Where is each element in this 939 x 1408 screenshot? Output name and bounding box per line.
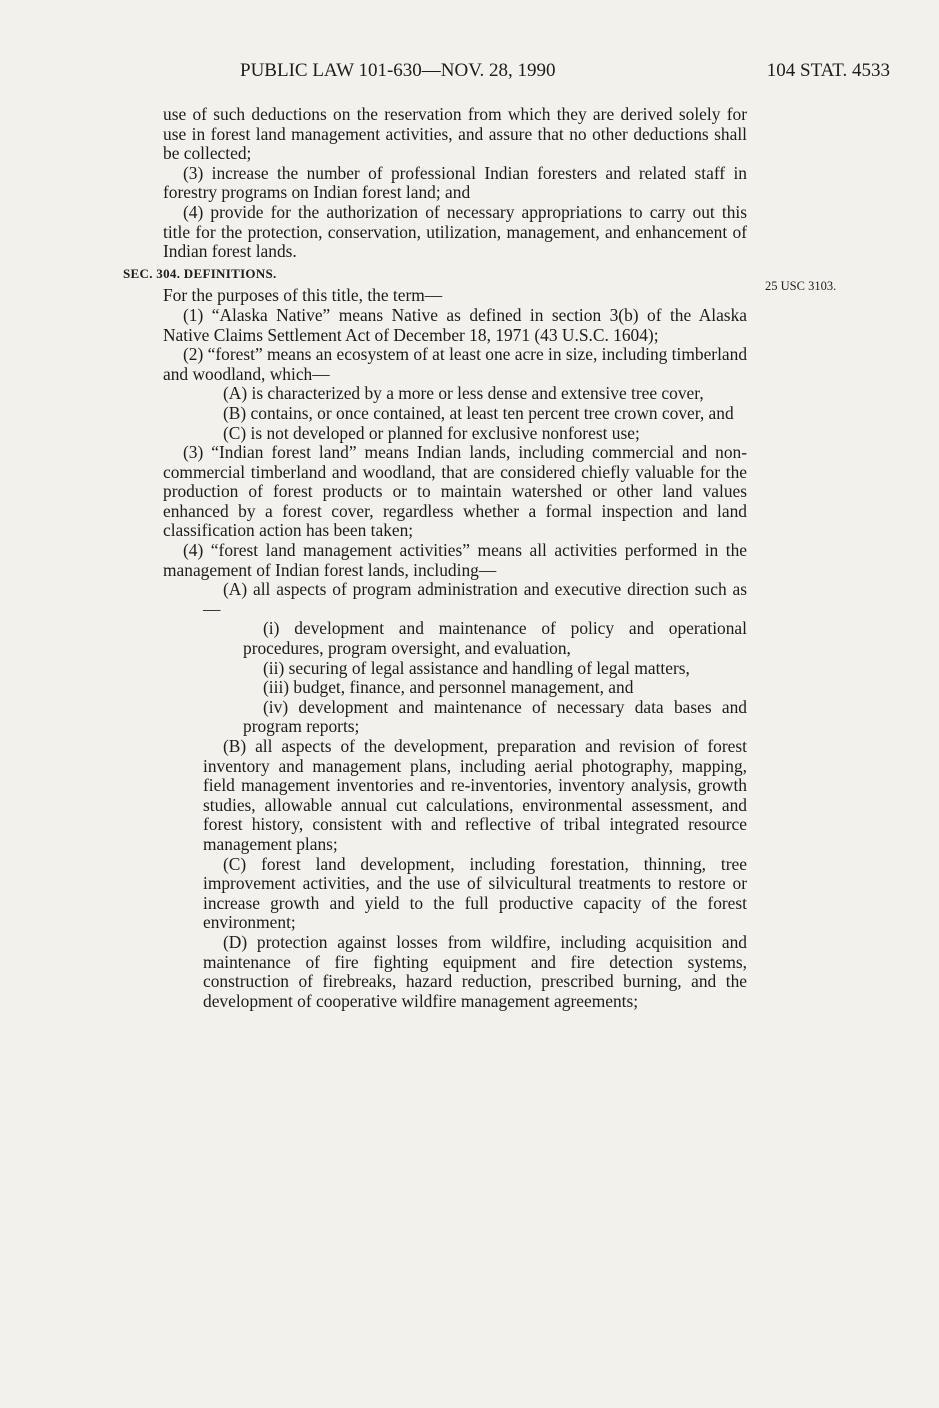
list-item: (A) all aspects of program administration and executive direction such as—: [203, 579, 747, 619]
list-item: (B) contains, or once contained, at least ten percent tree crown cover, and: [223, 402, 734, 423]
paragraph: (3) increase the number of professional Indian foresters and related staff in forestry programs on Indian forest land; and: [163, 162, 747, 203]
running-title: PUBLIC LAW 101-630—NOV. 28, 1990: [240, 60, 556, 81]
statute-page-number: 104 STAT. 4533: [766, 60, 890, 81]
definition-item: (4) “forest land management activities” means all activities performed in the management of Indian forest lands, including—: [163, 540, 747, 580]
document-body: [123, 104, 748, 1011]
paragraph: (4) provide for the authorization of necessary appropriations to carry out this title for the protection, conservation, utilization, management, and enhancement of Indian forest lands.: [163, 201, 747, 262]
list-item: (D) protection against losses from wildfire, including acquisition and maintenance of fire fighting equipment and fire detection systems, construction of firebreaks, hazard reduction, prescribed burning, and the development of cooperative wildfire management agreements;: [203, 931, 747, 1011]
section-heading: SEC. 304. DEFINITIONS.: [123, 265, 277, 281]
definition-item: (3) “Indian forest land” means Indian lands, including commercial and non-commercial timberland and woodland, that are considered chiefly valuable for the production of forest products or to maintain watershed or other land values enhanced by a forest cover, regardless whether a formal inspection and land classification action has been taken;: [163, 442, 747, 541]
list-item: (iii) budget, finance, and personnel management, and: [263, 677, 634, 698]
list-item: (iv) development and maintenance of necessary data bases and program reports;: [243, 696, 747, 737]
list-item: (A) is characterized by a more or less dense and extensive tree cover,: [223, 383, 704, 404]
subitem-list: [163, 580, 747, 619]
subitem-list: [163, 737, 747, 1011]
list-item: (C) forest land development, including forestation, thinning, tree improvement activities, and the use of silvicultural treatments to restore or increase growth and yield to the full productive capacity of the forest environment;: [203, 853, 747, 933]
page-header: [240, 60, 890, 88]
definition-item: (1) “Alaska Native” means Native as defined in section 3(b) of the Alaska Native Claims Settlement Act of December 18, 1971 (43 U.S.C. 1604);: [163, 304, 747, 345]
subitem-list: [163, 384, 747, 443]
margin-citation: 25 USC 3103.: [765, 279, 837, 293]
definition-item: (2) “forest” means an ecosystem of at least one acre in size, including timberland and woodland, which—: [163, 344, 748, 384]
paragraph: For the purposes of this title, the term—: [163, 285, 443, 306]
list-item: (C) is not developed or planned for exclusive nonforest use;: [223, 422, 640, 443]
list-item: (ii) securing of legal assistance and handling of legal matters,: [263, 657, 690, 678]
paragraph: use of such deductions on the reservation from which they are derived solely for use in forest land management activities, and assure that no other deductions shall be collected;: [163, 104, 747, 164]
clause-list: [163, 619, 747, 737]
list-item: (i) development and maintenance of policy and operational procedures, program oversight, and evaluation,: [243, 618, 747, 659]
list-item: (B) all aspects of the development, preparation and revision of forest inventory and management plans, including aerial photography, mapping, field management inventories and re-inventories, inventory analysis, growth studies, allowable annual cut calculations, environmental assessment, and forest history, consistent with and reflective of tribal integrated resource management plans;: [203, 736, 747, 854]
